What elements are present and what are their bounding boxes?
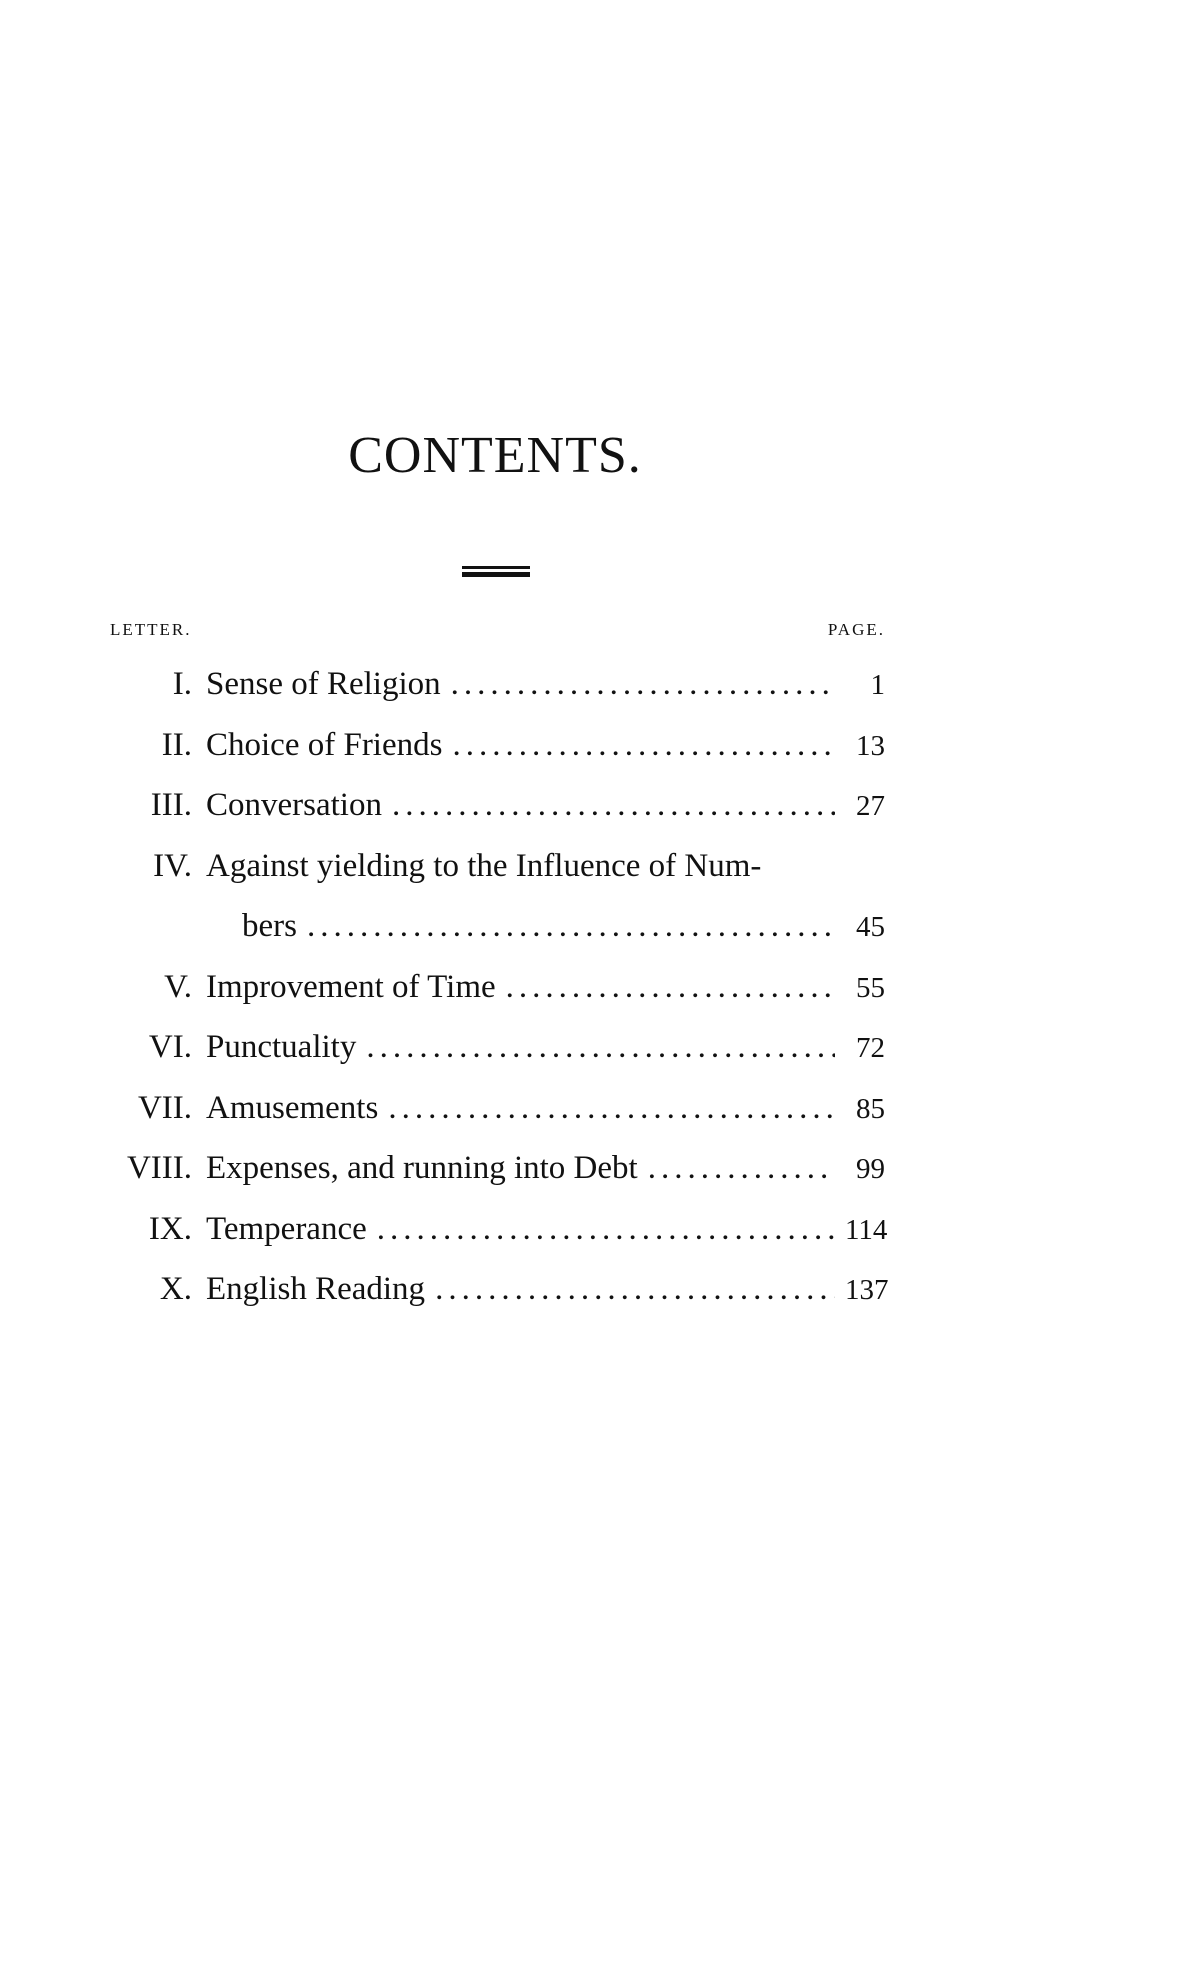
letter-number: VIII. [126,1150,192,1186]
page-number: 72 [856,1032,885,1064]
page-title: CONTENTS. [348,427,642,484]
letter-number: VI. [148,1029,192,1065]
letter-column-header: LETTER. [110,620,192,639]
leader-dots [435,1259,835,1319]
letter-number: IX. [148,1210,192,1247]
letter-number: I. [172,666,192,702]
page-number: 137 [845,1274,889,1306]
page-number: 114 [845,1213,888,1246]
page-number: 55 [856,971,885,1004]
letter-title: English Reading [206,1271,426,1307]
leader-dots [392,775,835,835]
toc-entry-1 [110,654,885,715]
leader-dots [307,896,835,956]
letter-title: Conversation [206,787,382,823]
leader-dots [451,654,835,714]
page-number: 45 [856,911,885,943]
letter-title: Amusements [206,1089,379,1126]
page-column-header: PAGE. [827,620,885,639]
page-number: 99 [856,1153,885,1185]
letter-number: V. [164,968,192,1005]
letter-number: X. [159,1271,192,1307]
leader-dots [366,1017,835,1077]
letter-title: Against yielding to the Influence of Num- [206,847,762,884]
letter-title: Temperance [206,1210,367,1247]
page-number: 85 [856,1092,885,1125]
toc-entry-3 [110,775,885,836]
leader-dots [648,1138,835,1198]
toc-entry-2 [110,715,885,776]
letter-title: Choice of Friends [206,726,443,763]
leader-dots [377,1199,835,1259]
letter-title-continuation: bers [242,908,297,944]
double-rule-divider [462,566,530,580]
page-number: 27 [856,790,885,822]
letter-number: IV. [153,847,192,884]
page-number: 13 [856,729,885,762]
letter-number: II. [161,726,192,763]
letter-number: VII. [137,1089,192,1126]
leader-dots [388,1078,835,1138]
letter-title: Improvement of Time [206,968,496,1005]
page-number: 1 [870,669,885,701]
toc-entry-7 [110,1078,885,1139]
toc-entry-5 [110,957,885,1018]
toc-entry-4-continued [110,896,885,957]
toc-entry-10 [110,1259,889,1320]
leader-dots [506,957,835,1017]
leader-dots [452,715,835,775]
toc-entry-9 [110,1199,888,1260]
toc-header [110,620,885,654]
toc-entry-8 [110,1138,885,1199]
letter-number: III. [150,787,192,823]
letter-title: Expenses, and running into Debt [206,1150,638,1186]
letter-title: Punctuality [206,1029,357,1065]
letter-title: Sense of Religion [206,666,441,702]
toc-entry-4 [110,836,885,897]
table-of-contents [110,620,889,1320]
toc-entry-6 [110,1017,885,1078]
